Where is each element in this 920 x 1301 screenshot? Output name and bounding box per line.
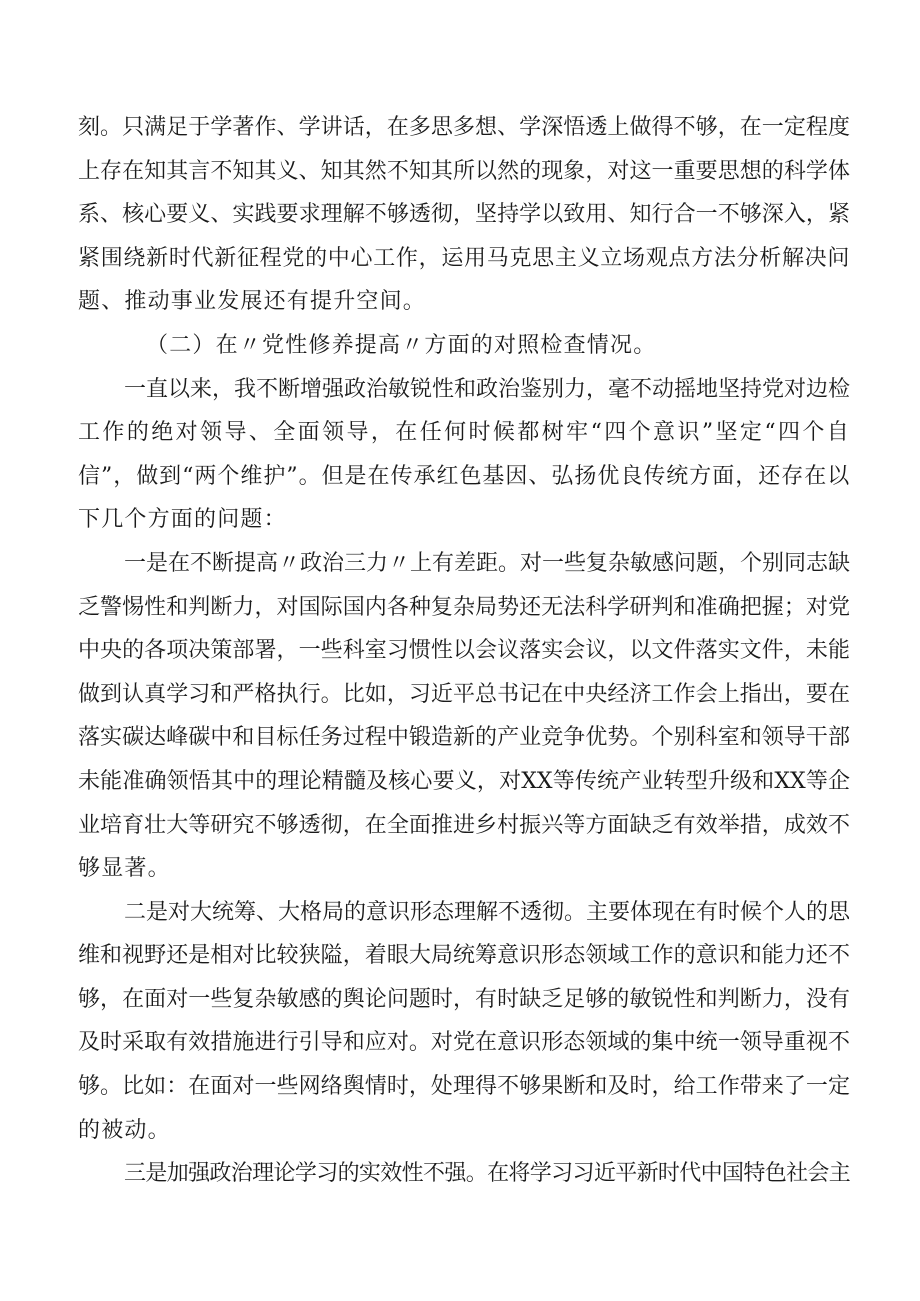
paragraph-6 (78, 1152, 850, 1196)
text-line: 信”，做到“两个维护”。但是在传承红色基因、弘扬优良传统方面，还存在以 (78, 463, 850, 489)
section-heading (78, 324, 850, 368)
text-line: 未能准确领悟其中的理论精髓及核心要义，对XX等传统产业转型升级和XX等企 (78, 768, 850, 794)
text-line: 系、核心要义、实践要求理解不够透彻，坚持学以致用、知行合一不够深入，紧 (78, 202, 850, 228)
text-line: 及时采取有效措施进行引导和应对。对党在意识形态领域的集中统一领导重视不 (78, 1030, 850, 1056)
text-line: 够显著。 (78, 856, 171, 882)
text-line: 的被动。 (78, 1117, 171, 1143)
paragraph-4 (78, 542, 850, 891)
text-line: 做到认真学习和严格执行。比如，习近平总书记在中央经济工作会上指出，要在 (78, 681, 850, 707)
paragraph-5 (78, 891, 850, 1153)
text-line: 中央的各项决策部署，一些科室习惯性以会议落实会议，以文件落实文件，未能 (78, 638, 850, 664)
paragraph-1 (78, 106, 850, 324)
document-body (78, 106, 850, 1196)
text-line: 业培育壮大等研究不够透彻，在全面推进乡村振兴等方面缺乏有效举措，成效不 (78, 812, 850, 838)
text-line: 一直以来，我不断增强政治敏锐性和政治鉴别力，毫不动摇地坚持党对边检 (124, 376, 851, 402)
paragraph-3 (78, 368, 850, 542)
text-line: 落实碳达峰碳中和目标任务过程中锻造新的产业竞争优势。个别科室和领导干部 (78, 725, 850, 751)
text-line: 乏警惕性和判断力，对国际国内各种复杂局势还无法科学研判和准确把握；对党 (78, 594, 850, 620)
text-line: 刻。只满足于学著作、学讲话，在多思多想、学深悟透上做得不够，在一定程度 (78, 115, 850, 140)
text-line: 紧围绕新时代新征程党的中心工作，运用马克思主义立场观点方法分析解决问 (78, 245, 850, 271)
text-line: 工作的绝对领导、全面领导，在任何时候都树牢“四个意识”坚定“四个自 (78, 420, 850, 446)
text-line: 下几个方面的问题： (78, 507, 287, 533)
text-line: 二是对大统筹、大格局的意识形态理解不透彻。主要体现在有时候个人的思 (124, 899, 851, 925)
text-line: （二）在〃党性修养提高〃方面的对照检查情况。 (146, 332, 657, 358)
text-line: 上存在知其言不知其义、知其然不知其所以然的现象，对这一重要思想的科学体 (78, 158, 850, 184)
text-line: 维和视野还是相对比较狭隘，着眼大局统筹意识形态领域工作的意识和能力还不 (78, 943, 850, 969)
text-line: 够。比如：在面对一些网络舆情时，处理得不够果断和及时，给工作带来了一定 (78, 1074, 850, 1100)
text-line: 三是加强政治理论学习的实效性不强。在将学习习近平新时代中国特色社会主 (124, 1161, 850, 1187)
text-line: 够，在面对一些复杂敏感的舆论问题时，有时缺乏足够的敏锐性和判断力，没有 (78, 986, 850, 1012)
text-line: 一是在不断提高〃政治三力〃上有差距。对一些复杂敏感问题，个别同志缺 (124, 550, 851, 576)
text-line: 题、推动事业发展还有提升空间。 (78, 289, 427, 315)
